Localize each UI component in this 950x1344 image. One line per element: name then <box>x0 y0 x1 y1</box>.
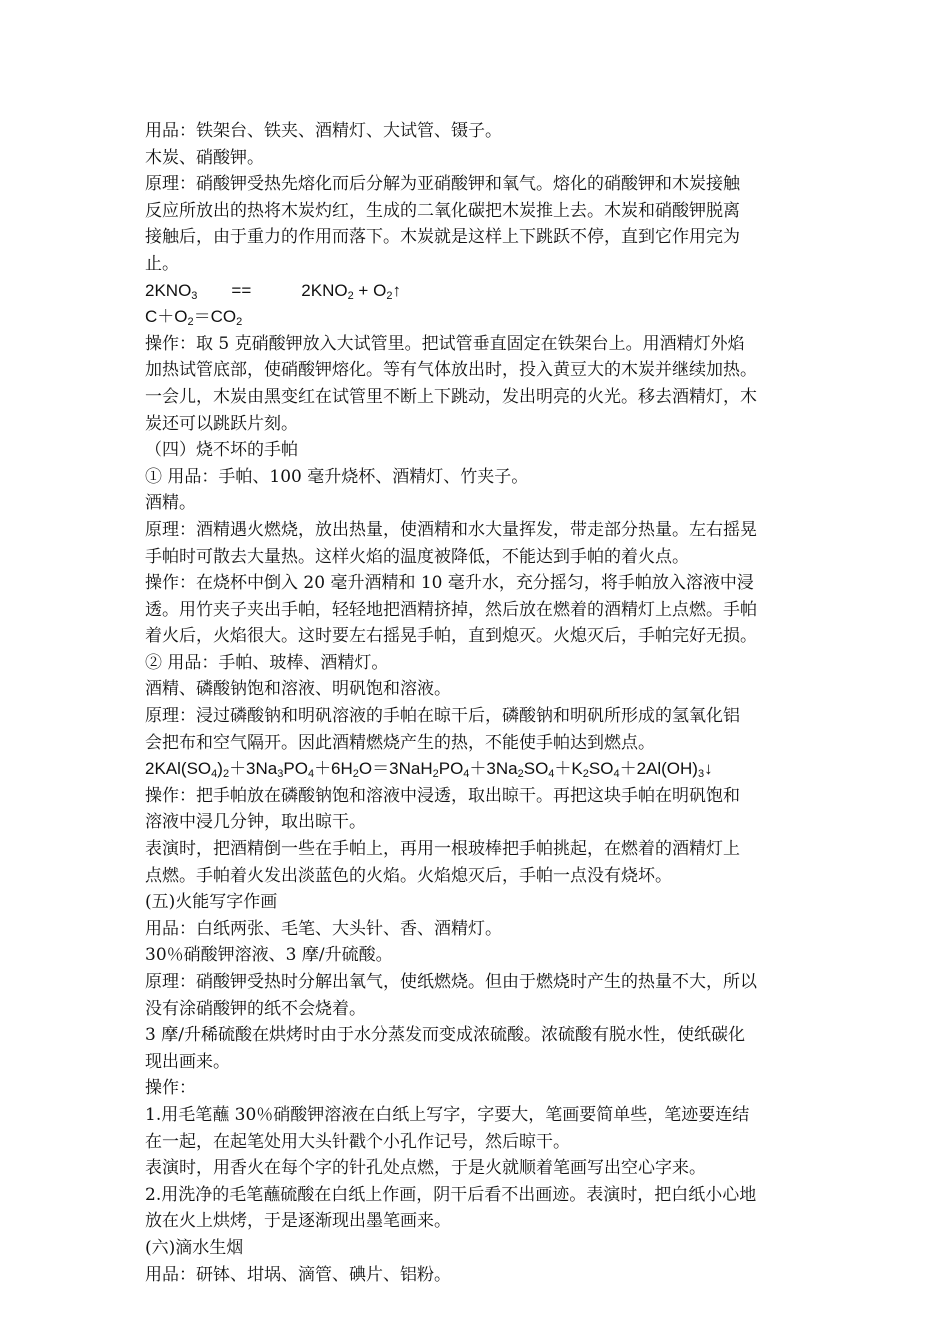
text-line: 1.用毛笔蘸 30％硝酸钾溶液在白纸上写字，字要大，笔画要简单些，笔迹要连结 <box>145 1104 750 1125</box>
equation-term: SO <box>588 759 614 779</box>
text-line: 点燃。手帕着火发出淡蓝色的火焰。火焰熄灭后，手帕一点没有烧坏。 <box>145 865 672 886</box>
text-line: 原理：浸过磷酸钠和明矾溶液的手帕在晾干后，磷酸钠和明矾所形成的氢氧化铝 <box>145 706 740 727</box>
text-line: 酒精、磷酸钠饱和溶液、明矾饱和溶液。 <box>145 679 451 700</box>
text-line: 着火后，火焰很大。这时要左右摇晃手帕，直到熄灭。火熄灭后，手帕完好无损。 <box>145 626 757 647</box>
text-line: 溶液中浸几分钟，取出晾干。 <box>145 812 366 833</box>
subscript: 3 <box>277 768 284 781</box>
text-line: 在一起，在起笔处用大头针戳个小孔作记号，然后晾干。 <box>145 1131 570 1152</box>
document-page <box>145 118 825 1288</box>
subscript: 4 <box>307 768 315 781</box>
equation-term: + O <box>353 280 387 300</box>
gas-arrow: ↑ <box>392 280 401 300</box>
subscript: 2 <box>582 768 589 781</box>
text-line: 3 摩/升稀硫酸在烘烤时由于水分蒸发而变成浓硫酸。浓硫酸有脱水性，使纸碳化 <box>145 1025 745 1046</box>
text-line: 加热试管底部，使硝酸钾熔化。等有气体放出时，投入黄豆大的木炭并继续加热。 <box>145 360 757 381</box>
section-heading: (六)滴水生烟 <box>145 1237 244 1258</box>
text-line: 原理：酒精遇火燃烧，放出热量，使酒精和水大量挥发，带走部分热量。左右摇晃 <box>145 519 757 540</box>
equation-term: 2KNO <box>301 280 348 300</box>
text-line: 30％硝酸钾溶液、3 摩/升硫酸。 <box>145 945 393 966</box>
equation-term: ＝CO <box>193 307 237 327</box>
text-line: 操作：把手帕放在磷酸钠饱和溶液中浸透，取出晾干。再把这块手帕在明矾饱和 <box>145 785 740 806</box>
equation-term: ＋2Al(OH) <box>619 759 698 779</box>
subscript: 4 <box>613 768 620 781</box>
subscript: 3 <box>697 768 705 781</box>
equation-term: ＋3Na <box>229 759 278 779</box>
text-line: 炭还可以跳跃片刻。 <box>145 413 298 434</box>
equation-combustion <box>145 304 825 331</box>
text-line: 酒精。 <box>145 493 196 514</box>
subscript: 4 <box>548 768 555 781</box>
equation-term: PO <box>438 759 464 779</box>
text-line: 操作： <box>145 1078 196 1099</box>
text-line: 用品：研钵、坩埚、滴管、碘片、铝粉。 <box>145 1264 451 1285</box>
text-line: 放在火上烘烤，于是逐渐现出墨笔画来。 <box>145 1211 451 1232</box>
subscript: 3 <box>191 289 198 302</box>
text-line: 手帕时可散去大量热。这样火焰的温度被降低，不能达到手帕的着火点。 <box>145 546 689 567</box>
equation-aluminium-hydroxide <box>145 756 825 783</box>
text-line: 会把布和空气隔开。因此酒精燃烧产生的热，不能使手帕达到燃点。 <box>145 732 655 753</box>
text-line: 一会儿，木炭由黑变红在试管里不断上下跳动，发出明亮的火光。移去酒精灯，木 <box>145 386 757 407</box>
text-line: 原理：硝酸钾受热先熔化而后分解为亚硝酸钾和氧气。熔化的硝酸钾和木炭接触 <box>145 174 740 195</box>
text-line: 没有涂硝酸钾的纸不会烧着。 <box>145 998 366 1019</box>
equation-term: ＋K <box>554 759 583 779</box>
equation-term: PO <box>283 759 308 779</box>
text-line: 现出画来。 <box>145 1051 230 1072</box>
section-heading: (五)火能写字作画 <box>145 892 278 913</box>
text-line: 接触后，由于重力的作用而落下。木炭就是这样上下跳跃不停，直到它作用完为 <box>145 227 740 248</box>
text-line: 用品：铁架台、铁夹、酒精灯、大试管、镊子。 <box>145 121 502 141</box>
equation-operator: == <box>231 280 252 300</box>
text-line: 止。 <box>145 253 179 274</box>
text-line: 操作：取 5 克硝酸钾放入大试管里。把试管垂直固定在铁架台上。用酒精灯外焰 <box>145 333 745 354</box>
precipitate-arrow: ↓ <box>704 759 713 779</box>
subscript: 4 <box>211 768 218 781</box>
subscript: 2 <box>236 316 243 329</box>
text-line: 2.用洗净的毛笔蘸硫酸在白纸上作画，阴干后看不出画迹。表演时，把白纸小心地 <box>145 1184 757 1205</box>
equation-term: 2KNO <box>145 280 192 300</box>
equation-decomposition <box>145 278 825 305</box>
equation-term: O＝3NaH <box>358 759 433 779</box>
text-line: 透。用竹夹子夹出手帕，轻轻地把酒精挤掉，然后放在燃着的酒精灯上点燃。手帕 <box>145 599 757 620</box>
text-line: 用品：白纸两张、毛笔、大头针、香、酒精灯。 <box>145 918 502 939</box>
subscript: 2 <box>517 768 524 781</box>
equation-term: ＋6H <box>314 759 353 779</box>
text-line: 操作：在烧杯中倒入 20 毫升酒精和 10 毫升水，充分摇匀，将手帕放入溶液中浸 <box>145 573 754 594</box>
equation-term: 2KAl(SO <box>145 759 212 779</box>
text-line: 原理：硝酸钾受热时分解出氧气，使纸燃烧。但由于燃烧时产生的热量不大，所以 <box>145 972 757 992</box>
equation-term: ＋3Na <box>469 759 518 779</box>
subscript: 4 <box>463 768 470 781</box>
text-line: ② 用品：手帕、玻棒、酒精灯。 <box>145 652 389 673</box>
text-line: 木炭、硝酸钾。 <box>145 147 264 168</box>
subscript: 2 <box>352 768 359 781</box>
equation-term: C＋O <box>145 307 188 327</box>
section-heading: （四）烧不坏的手帕 <box>145 440 298 461</box>
equation-term: ) <box>217 759 223 779</box>
subscript: 2 <box>386 289 393 302</box>
text-line: 表演时，把酒精倒一些在手帕上，再用一根玻棒把手帕挑起，在燃着的酒精灯上 <box>145 839 740 860</box>
text-line: 反应所放出的热将木炭灼红，生成的二氧化碳把木炭推上去。木炭和硝酸钾脱离 <box>145 200 740 221</box>
subscript: 2 <box>222 768 230 781</box>
text-line: ① 用品：手帕、100 毫升烧杯、酒精灯、竹夹子。 <box>145 466 529 487</box>
subscript: 2 <box>347 289 354 302</box>
subscript: 2 <box>187 316 194 329</box>
equation-term: SO <box>523 759 549 779</box>
subscript: 2 <box>432 768 439 781</box>
text-line: 表演时，用香火在每个字的针孔处点燃，于是火就顺着笔画写出空心字来。 <box>145 1158 706 1179</box>
